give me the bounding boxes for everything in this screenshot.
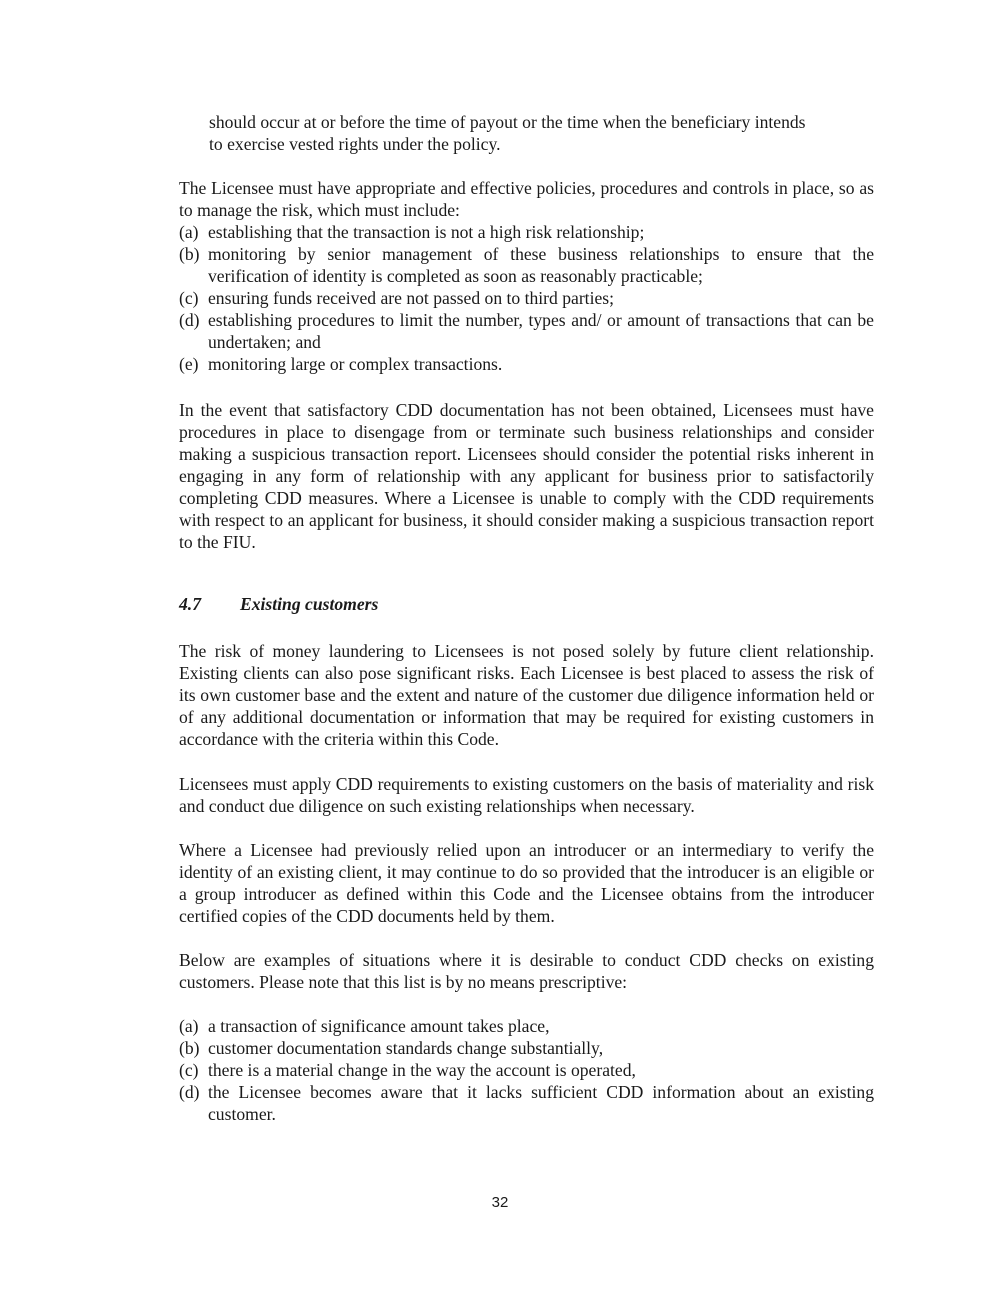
intro-line-2: to exercise vested rights under the policy. — [209, 134, 501, 154]
list-item — [179, 1059, 874, 1081]
section-title: Existing customers — [240, 594, 379, 614]
existing-customers-paragraph-4: Below are examples of situations where it is desirable to conduct CDD checks on existing customers. Please note that this list is by no means prescriptive: — [179, 950, 874, 992]
list-item-text: customer documentation standards change substantially, — [208, 1038, 604, 1058]
list-item — [179, 1037, 874, 1059]
list-marker: (b) — [179, 1038, 200, 1058]
list-item — [179, 353, 874, 375]
risk-controls-lead: The Licensee must have appropriate and effective policies, procedures and controls in place, so as to manage the risk, which must include: — [179, 178, 874, 220]
list-item-text: monitoring by senior management of these business relationships to ensure that the verification of identity is completed as soon as reasonably practicable; — [208, 244, 874, 286]
list-marker: (a) — [179, 222, 199, 242]
list-marker: (e) — [179, 354, 199, 374]
section-heading — [179, 593, 378, 615]
list-item — [179, 1081, 874, 1125]
existing-customers-paragraph-3: Where a Licensee had previously relied upon an introducer or an intermediary to verify the identity of an existing client, it may continue to do so provided that the introducer is an eligible or a group introducer as defined within this Code and the Licensee obtains from the introducer certified copies of the CDD documents held by them. — [179, 840, 874, 926]
existing-customers-list — [179, 1015, 874, 1125]
list-item — [179, 221, 874, 243]
intro-line-1: should occur at or before the time of payout or the time when the beneficiary intends — [209, 112, 806, 132]
list-marker: (c) — [179, 288, 199, 308]
list-marker: (a) — [179, 1016, 199, 1036]
list-marker: (d) — [179, 310, 200, 330]
page-number: 32 — [491, 1194, 509, 1211]
list-item — [179, 309, 874, 353]
risk-controls-section — [179, 177, 874, 375]
list-item-text: establishing that the transaction is not a high risk relationship; — [208, 222, 645, 242]
list-item-text: ensuring funds received are not passed on to third parties; — [208, 288, 615, 308]
list-marker: (d) — [179, 1082, 200, 1102]
list-marker: (c) — [179, 1060, 199, 1080]
list-item-text: a transaction of significance amount takes place, — [208, 1016, 550, 1036]
existing-customers-paragraph-1: The risk of money laundering to Licensees is not posed solely by future client relationship. Existing clients can also pose significant risks. Each Licensee is best placed to assess the risk of its own customer base and the extent and nature of the customer due diligence information held or of any additional documentation or information that may be required for existing customers in accordance with the criteria within this Code. — [179, 641, 874, 749]
list-item-text: the Licensee becomes aware that it lacks sufficient CDD information about an existing customer. — [208, 1082, 874, 1124]
existing-customers-paragraph-2: Licensees must apply CDD requirements to existing customers on the basis of materiality and risk and conduct due diligence on such existing relationships when necessary. — [179, 774, 874, 816]
intro-continuation — [209, 111, 859, 155]
list-item-text: establishing procedures to limit the number, types and/ or amount of transactions that can be undertaken; and — [208, 310, 874, 352]
cdd-paragraph: In the event that satisfactory CDD documentation has not been obtained, Licensees must have procedures in place to disengage from or terminate such business relationships and consider making a suspicious transaction report. Licensees should consider the potential risks inherent in engaging in any form of relationship with any applicant for business prior to satisfactorily completing CDD measures. Where a Licensee is unable to comply with the CDD requirements with respect to an applicant for business, it should consider making a suspicious transaction report to the FIU. — [179, 400, 874, 552]
section-number: 4.7 — [179, 594, 201, 614]
risk-controls-list — [179, 221, 874, 375]
list-item — [179, 287, 874, 309]
list-item — [179, 1015, 874, 1037]
list-item-text: monitoring large or complex transactions. — [208, 354, 503, 374]
list-item — [179, 243, 874, 287]
list-marker: (b) — [179, 244, 200, 264]
list-item-text: there is a material change in the way the account is operated, — [208, 1060, 636, 1080]
